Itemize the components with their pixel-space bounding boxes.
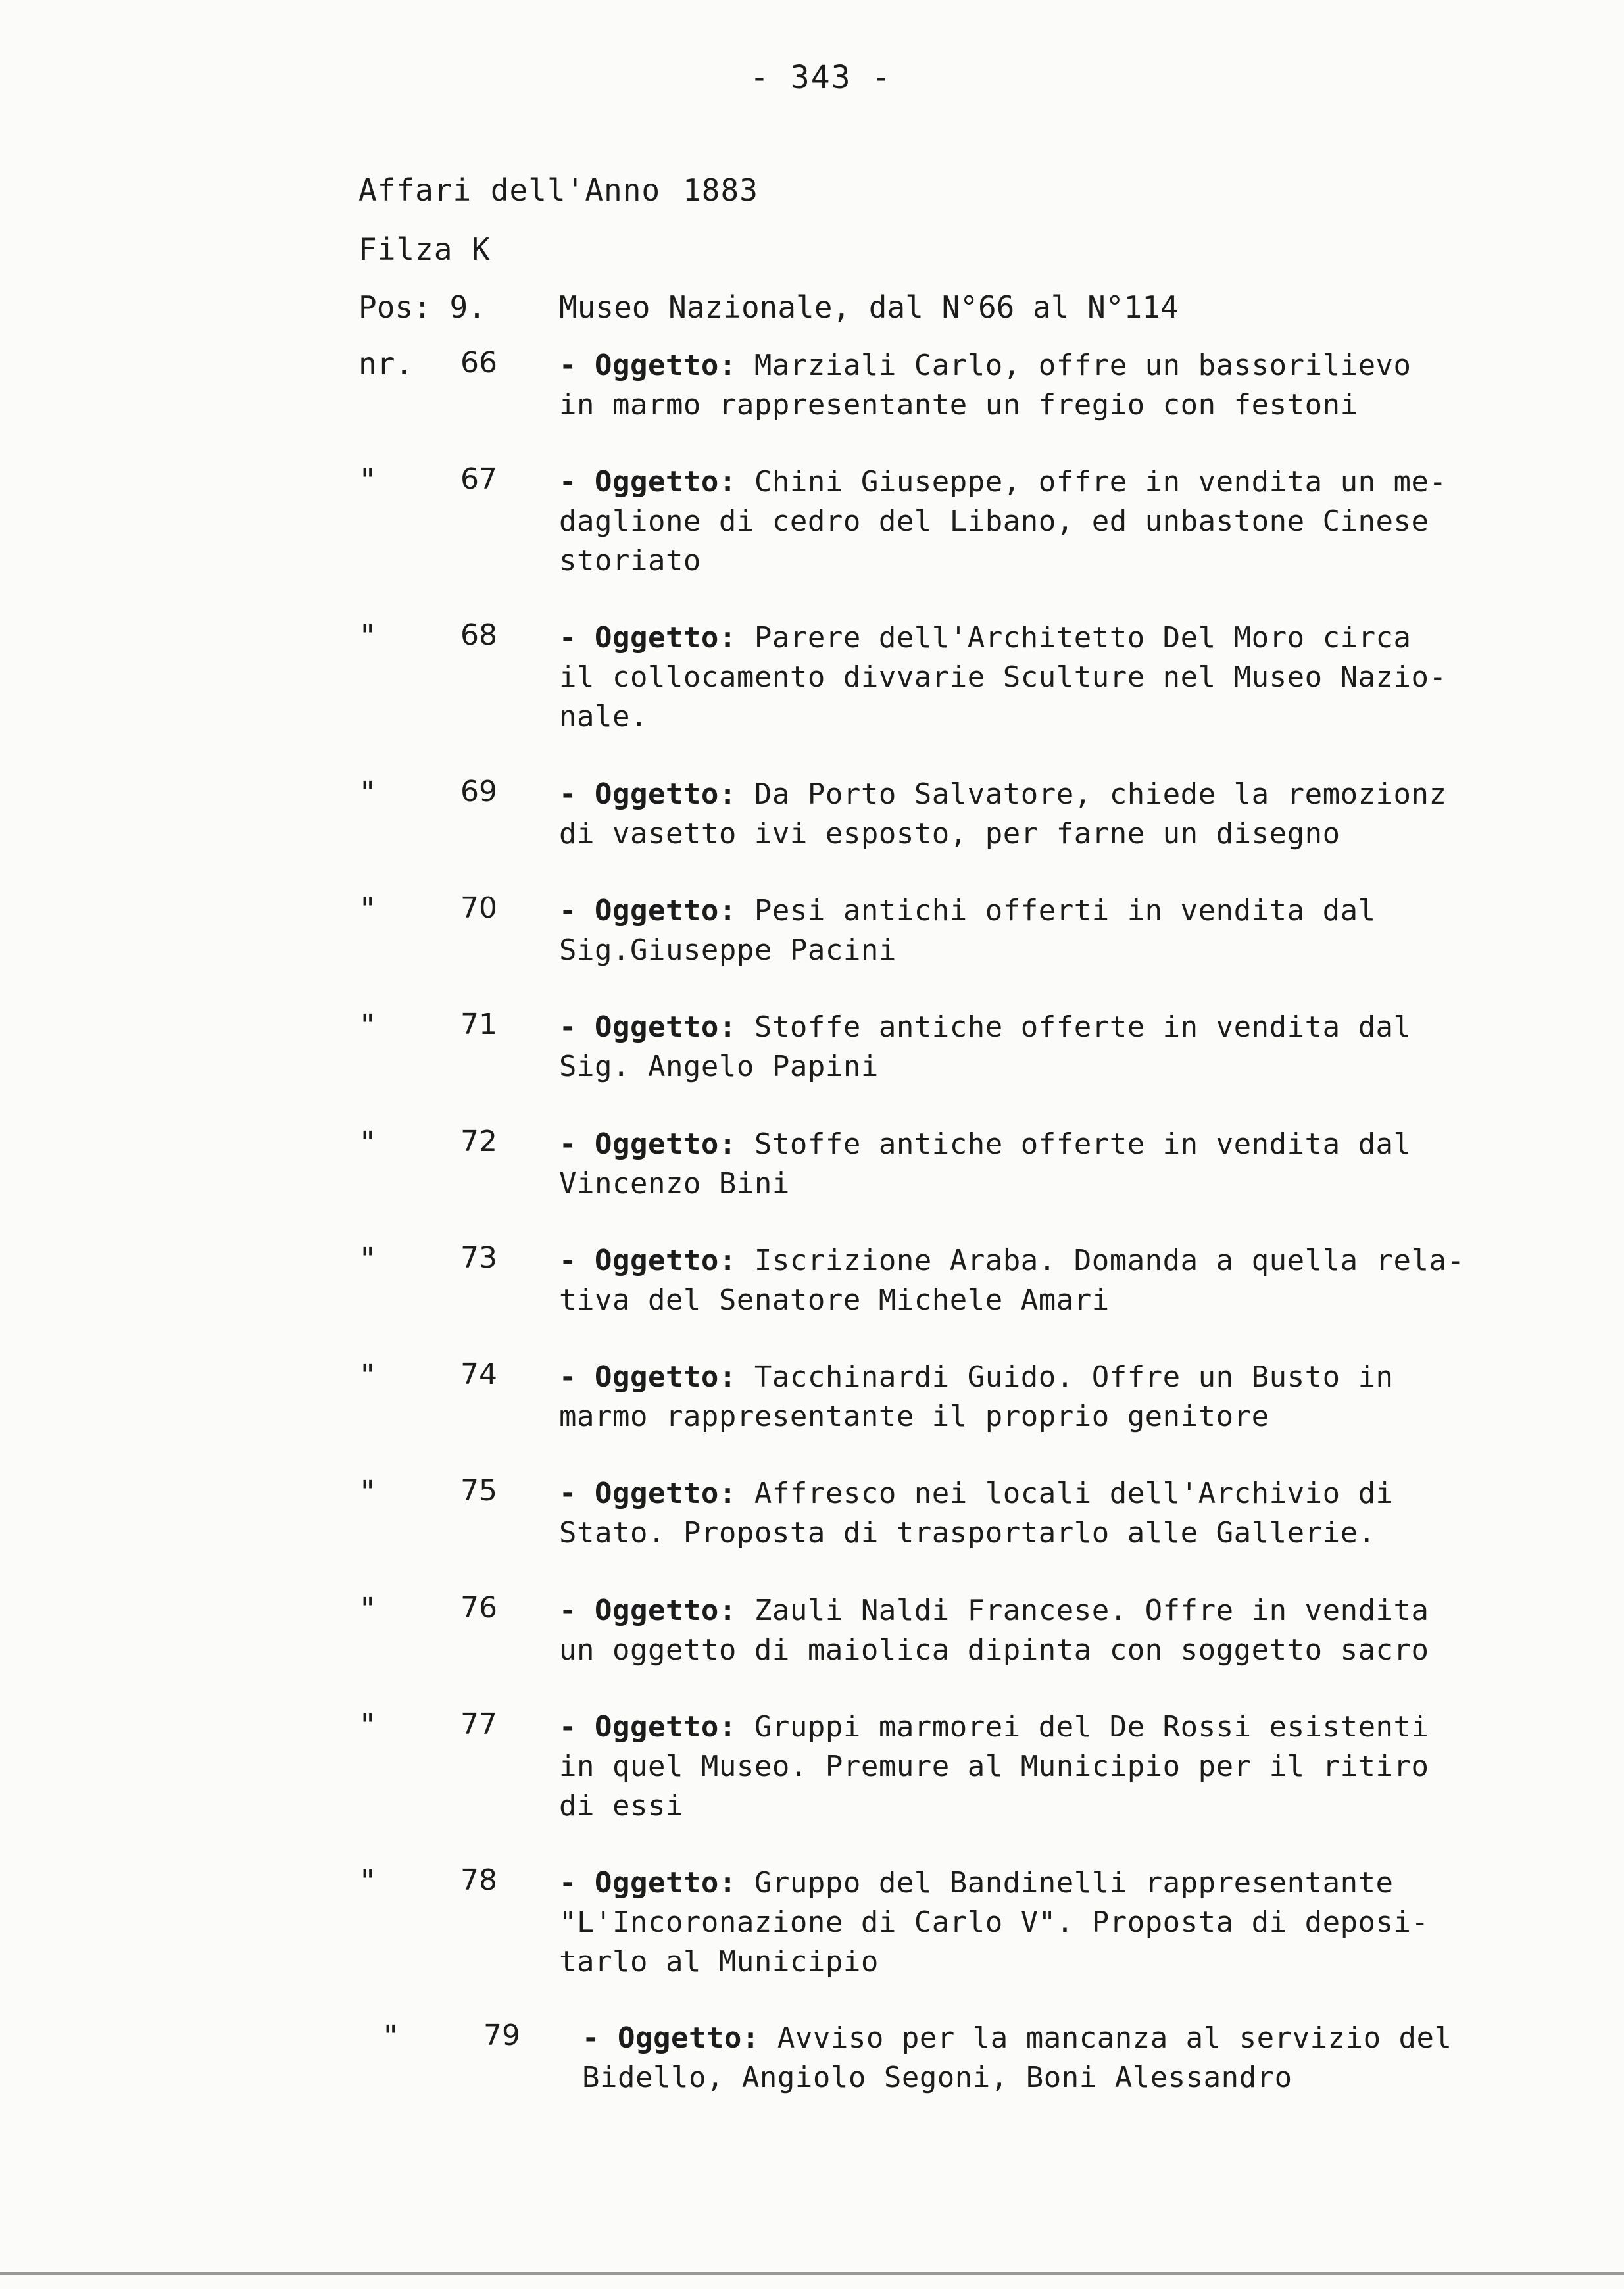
header-year: 1883 <box>683 172 758 208</box>
entry-label: - Oggetto: <box>559 1010 737 1044</box>
entry-label: - Oggetto: <box>559 349 737 382</box>
entry-label: - Oggetto: <box>559 894 737 927</box>
entry-label: - Oggetto: <box>582 2021 760 2055</box>
page-bottom-edge <box>0 2272 1624 2275</box>
header-title-line <box>358 172 758 208</box>
entry-label: - Oggetto: <box>559 1360 737 1394</box>
entry-text <box>559 1863 1595 1982</box>
entry-body: Stoffe antiche offerte in vendita dal Sig. Angelo Papini <box>559 1010 1412 1083</box>
entry-text <box>559 891 1595 970</box>
position-title: Museo Nazionale, dal N°66 al N°114 <box>559 289 1179 325</box>
entry-text <box>559 1125 1595 1204</box>
entry-number: 71 <box>460 1008 497 1041</box>
entry-number: 70 <box>460 891 497 925</box>
entry-label: - Oggetto: <box>559 1594 737 1627</box>
entry-body: Marziali Carlo, offre un bassorilievo in marmo rappresentante un fregio con festoni <box>559 349 1412 422</box>
entry-prefix: " <box>358 775 377 810</box>
entry-body: Zauli Naldi Francese. Offre in vendita un oggetto di maiolica dipinta con soggetto sacro <box>559 1594 1429 1667</box>
entry-number: 79 <box>483 2019 520 2052</box>
entry-prefix: nr. <box>358 346 414 382</box>
entry-label: - Oggetto: <box>559 465 737 499</box>
entry-body: Gruppi marmorei del De Rossi esistenti in quel Museo. Premure al Municipio per il ritiro di essi <box>559 1710 1429 1823</box>
entry-text <box>559 1708 1595 1826</box>
entry-body: Pesi antichi offerti in vendita dal Sig.Giuseppe Pacini <box>559 894 1376 967</box>
header-title: Affari dell'Anno <box>358 172 661 208</box>
entry-text <box>559 618 1595 737</box>
entry-number: 68 <box>460 618 497 652</box>
entry-label: - Oggetto: <box>559 1710 737 1744</box>
entry-number: 67 <box>460 462 497 496</box>
entry-body: Avviso per la mancanza al servizio del Bidello, Angiolo Segoni, Boni Alessandro <box>582 2021 1452 2094</box>
entry-prefix: " <box>358 1474 377 1510</box>
entry-number: 75 <box>460 1474 497 1508</box>
entry-prefix: " <box>358 462 377 498</box>
entry-number: 69 <box>460 775 497 808</box>
entry-text <box>559 1241 1595 1320</box>
page-number: - 343 - <box>750 59 893 96</box>
entry-text <box>559 1474 1595 1553</box>
entry-prefix: " <box>358 1008 377 1043</box>
entry-body: Tacchinardi Guido. Offre un Busto in marmo rappresentante il proprio genitore <box>559 1360 1394 1433</box>
entry-prefix: " <box>381 2019 400 2054</box>
entry-prefix: " <box>358 1125 377 1160</box>
entry-number: 66 <box>460 346 497 380</box>
entry-prefix: " <box>358 1358 377 1393</box>
entry-number: 73 <box>460 1241 497 1275</box>
entry-prefix: " <box>358 1863 377 1899</box>
entry-label: - Oggetto: <box>559 777 737 811</box>
entry-text <box>559 775 1595 854</box>
entry-label: - Oggetto: <box>559 1866 737 1900</box>
entry-number: 72 <box>460 1125 497 1158</box>
entry-body: Chini Giuseppe, offre in vendita un me- daglione di cedro del Libano, ed unbastone Cinese storiato <box>559 465 1447 578</box>
entry-number: 78 <box>460 1863 497 1897</box>
entry-label: - Oggetto: <box>559 1244 737 1277</box>
entry-text <box>582 2019 1618 2098</box>
entry-label: - Oggetto: <box>559 621 737 654</box>
position-label: Pos: 9. <box>358 289 486 325</box>
entry-prefix: " <box>358 891 377 927</box>
entry-body: Affresco nei locali dell'Archivio di Stato. Proposta di trasportarlo alle Gallerie. <box>559 1477 1394 1550</box>
entry-number: 76 <box>460 1591 497 1625</box>
entry-body: Stoffe antiche offerte in vendita dal Vincenzo Bini <box>559 1127 1412 1200</box>
header-filza: Filza K <box>358 232 491 267</box>
entry-text <box>559 346 1595 425</box>
entry-number: 74 <box>460 1358 497 1391</box>
entry-text <box>559 462 1595 581</box>
entry-body: Gruppo del Bandinelli rappresentante "L'Incoronazione di Carlo V". Proposta di deposi- tarlo al Municipio <box>559 1866 1429 1979</box>
entry-prefix: " <box>358 1241 377 1277</box>
entry-text <box>559 1358 1595 1437</box>
entry-prefix: " <box>358 1591 377 1627</box>
entry-number: 77 <box>460 1708 497 1741</box>
entry-prefix: " <box>358 618 377 654</box>
entry-prefix: " <box>358 1708 377 1743</box>
entry-body: Da Porto Salvatore, chiede la remozionz di vasetto ivi esposto, per farne un disegno <box>559 777 1447 850</box>
entry-text <box>559 1008 1595 1087</box>
entry-body: Parere dell'Architetto Del Moro circa il collocamento divvarie Sculture nel Museo Nazio- nale. <box>559 621 1447 733</box>
entry-body: Iscrizione Araba. Domanda a quella rela- tiva del Senatore Michele Amari <box>559 1244 1465 1317</box>
entry-text <box>559 1591 1595 1670</box>
entry-label: - Oggetto: <box>559 1477 737 1510</box>
entry-label: - Oggetto: <box>559 1127 737 1161</box>
